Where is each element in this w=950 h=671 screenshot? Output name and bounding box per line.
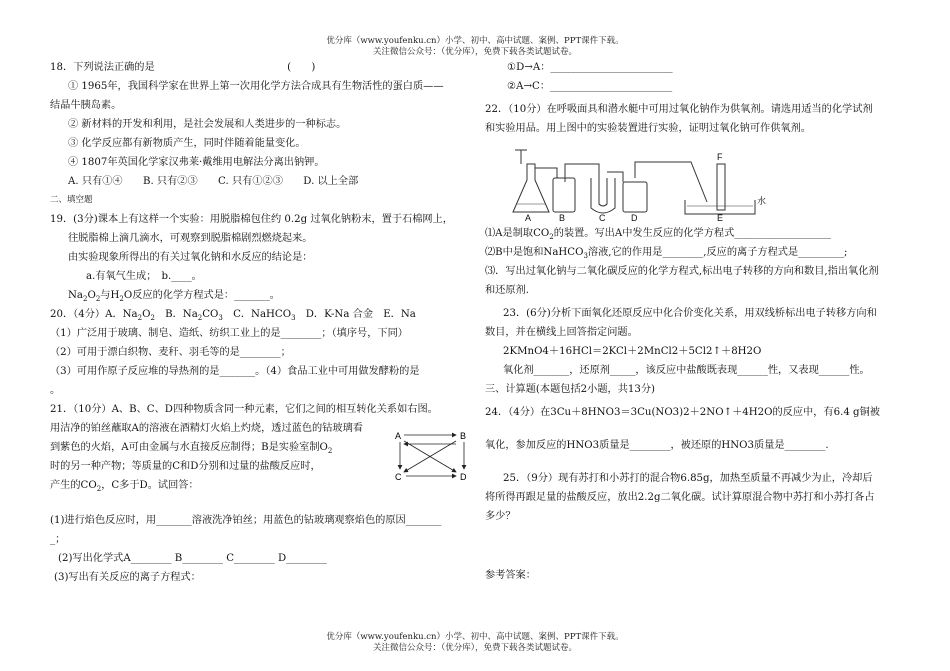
- q25-cont-2: 多少？: [485, 511, 516, 522]
- q25-cont: 将所得再跟足量的盐酸反应，放出2.2g二氧化碳。试计算原混合物中苏打和小苏打各占: [485, 492, 875, 503]
- question-25: 25．（9分）现有苏打和小苏打的混合物6.85g，加热至质量不再减少为止，冷却后: [503, 473, 873, 484]
- q19-eq-na: Na: [68, 290, 83, 301]
- question-22: 22．（10分）在呼吸面具和潜水艇中可用过氧化钠作为供氧剂。请选用适当的化学试剂: [485, 104, 873, 115]
- question-21: 21．（10分）A、B、C、D四种物质含同一种元素，它们之间的相互转化关系如右图。: [50, 404, 438, 415]
- q24-cont: 氧化，参加反应的HNO3质量是________，被还原的HNO3质量是________.: [485, 440, 829, 451]
- app-label-d: D: [631, 213, 638, 222]
- page-header: [0, 36, 950, 58]
- flask-a: [513, 164, 549, 212]
- app-label-water: 水: [757, 196, 767, 206]
- diagram-label-d: D: [460, 472, 467, 482]
- q20-item-3: （3）可用作原子反应堆的导热剂的是_______。（4）食品工业中可用做发酵粉的是: [50, 366, 420, 377]
- u-tube-c: [591, 178, 615, 213]
- q21-line-2: 用洁净的铂丝蘸取A的溶液在酒精灯火焰上灼烧，透过蓝色的钴玻璃看: [50, 423, 363, 434]
- q18-item-1-cont: 结晶牛胰岛素。: [50, 100, 122, 111]
- q19-answers: a.有氧气生成； b.____。: [86, 271, 202, 282]
- q18-item-2: ② 新材料的开发和利用，是社会发展和人类进步的一种标志。: [68, 119, 347, 130]
- q19-eq-h: 与H: [100, 290, 120, 301]
- q20-b: B．Na: [165, 309, 198, 320]
- footer-line-2: 关注微信公众号：（优分库），免费下载各类试题试卷。: [372, 643, 577, 653]
- q22-cont: 和实验用品。用上图中的实验装置进行实验，证明过氧化钠可作供氧剂。: [485, 123, 811, 134]
- q20-b2: CO: [202, 309, 219, 320]
- q19-conclusion: 由实验现象所得出的有关过氧化钠和水反应的结论是：: [68, 252, 313, 263]
- bottle-b: [553, 178, 575, 212]
- q22-item-3: ⑶．写出过氧化钠与二氧化碳反应的化学方程式,标出电子转移的方向和数目,指出氧化剂: [485, 266, 879, 277]
- q19-eq-end: O反应的化学方程式是：_______。: [123, 290, 280, 301]
- q20-de: D．K-Na 合金 E．Na: [305, 309, 416, 320]
- app-label-b: B: [559, 213, 566, 222]
- q23-answer-line: 氧化剂_______，还原剂_____，该反应中盐酸既表现______性，又表现______性。: [503, 365, 870, 376]
- q20-item-3-end: 。: [50, 385, 61, 396]
- q20-item-1: （1）广泛用于玻璃、制皂、造纸、纺织工业上的是________；（填序号，下同）: [50, 328, 408, 339]
- app-label-e: E: [717, 213, 724, 222]
- answers-heading: 参考答案：: [485, 570, 536, 581]
- q21-item-2: (2)写出化学式A________ B________ C________ D________: [58, 553, 327, 564]
- q21-item-1: (1)进行焰色反应时，用_______溶液洗净铂丝；用蓝色的钴玻璃观察焰色的原因_______: [50, 515, 442, 526]
- q23-equation: 2KMnO4＋16HCl＝2KCl＋2MnCl2＋5Cl2↑＋8H2O: [503, 346, 762, 357]
- q19-eq-o: O: [87, 290, 96, 301]
- q21-item-3: (3)写出有关反应的离子方程式：: [54, 572, 201, 583]
- app-label-f: F: [717, 152, 723, 162]
- q23-cont: 数目，并在横线上回答指定问题。: [485, 327, 638, 338]
- q20-item-2: （2）可用于漂白织物、麦秆、羽毛等的是________；: [50, 347, 291, 358]
- app-label-a: A: [525, 213, 532, 222]
- q21-line-5: 产生的$CO_2$，C多于D。试回答：: [50, 480, 199, 494]
- page-footer: [0, 632, 950, 654]
- q22-item-3-cont: 和还原剂.: [485, 285, 529, 296]
- apparatus-diagram: [495, 142, 915, 222]
- question-18: 18．下列说法正确的是 ( ): [50, 62, 316, 73]
- question-24: 24．（4分）在3Cu＋8HNO3＝3Cu(NO3)2＋2NO↑＋4H2O的反应中，有6.4 g铜被: [485, 407, 880, 418]
- footer-line-1: 优分库（www.youfenku.cn）小学、初中、高中试题、案例、PPT课件下载。: [326, 632, 624, 642]
- section-2-heading: 二、填空题: [50, 195, 93, 205]
- diagram-label-b: B: [460, 431, 467, 441]
- q22-item-2: ⑵B中是饱和NaHCO$_3$溶液,它的作用是________,反应的离子方程式是_________;: [485, 247, 848, 261]
- left-column: [50, 58, 470, 587]
- funnel-a: [515, 150, 527, 164]
- r-item-2: ②A→C：________________________: [507, 81, 673, 92]
- q21-item-1-cont: _；: [50, 534, 66, 545]
- question-20: 20．（4分）A．$Na_2O_2$ B．$Na_2CO_3$ C．NaHCO$_3$ D．K-Na 合金 E．Na: [50, 309, 416, 323]
- q18-item-3: ③ 化学反应都有新物质产生，同时伴随着能量变化。: [68, 138, 306, 149]
- bottle-d: [623, 182, 647, 212]
- conversion-diagram: [392, 428, 472, 488]
- r-item-1: ①D→A：________________________: [507, 62, 673, 73]
- tube-f: [717, 164, 725, 210]
- q20-a: 20．（4分）A．Na: [50, 309, 138, 320]
- q18-item-1: ① 1965年，我国科学家在世界上第一次用化学方法合成具有生物活性的蛋白质——: [68, 81, 444, 92]
- app-label-c: C: [599, 213, 606, 222]
- diagram-label-c: C: [395, 472, 402, 482]
- header-line-1: 优分库（www.youfenku.cn）小学、初中、高中试题、案例、PPT课件下载。: [326, 36, 624, 46]
- header-line-2: 关注微信公众号：（优分库），免费下载各类试题试卷。: [372, 47, 577, 57]
- q20-c: C．NaHCO: [233, 309, 292, 320]
- right-column: [485, 58, 915, 585]
- q22-item-1: ⑴A是制取$CO_2$的装置。写出A中发生反应的化学方程式___________________: [485, 228, 832, 242]
- q19-equation: $Na_2O_2$与$H_2O$反应的化学方程式是：_______。: [68, 290, 280, 304]
- section-3-heading: 三、计算题(本题包括2小题，共13分): [485, 384, 656, 395]
- q21-line-3: 到紫色的火焰，A可由金属与水直接反应制得；B是实验室制$O_2$: [50, 442, 333, 456]
- diagram-label-a: A: [395, 431, 402, 441]
- q18-options: A. 只有①④ B. 只有②③ C. 只有①②③ D. 以上全部: [68, 176, 359, 187]
- q19-cont: 往脱脂棉上滴几滴水，可观察到脱脂棉剧烈燃烧起来。: [68, 233, 313, 244]
- question-19: 19．(3分)课本上有这样一个实验：用脱脂棉包住约 0.2g 过氧化钠粉末，置于石棉网上，: [50, 214, 453, 225]
- q18-item-4: ④ 1807年英国化学家汉弗莱·戴维用电解法分离出钠钾。: [68, 157, 325, 168]
- question-23: 23．(6分)分析下面氧化还原反应中化合价变化关系，用双线桥标出电子转移方向和: [503, 308, 877, 319]
- q21-line-4: 时的另一种产物；等质量的C和D分别和过量的盐酸反应时，: [50, 461, 321, 472]
- trough-e: [685, 200, 755, 214]
